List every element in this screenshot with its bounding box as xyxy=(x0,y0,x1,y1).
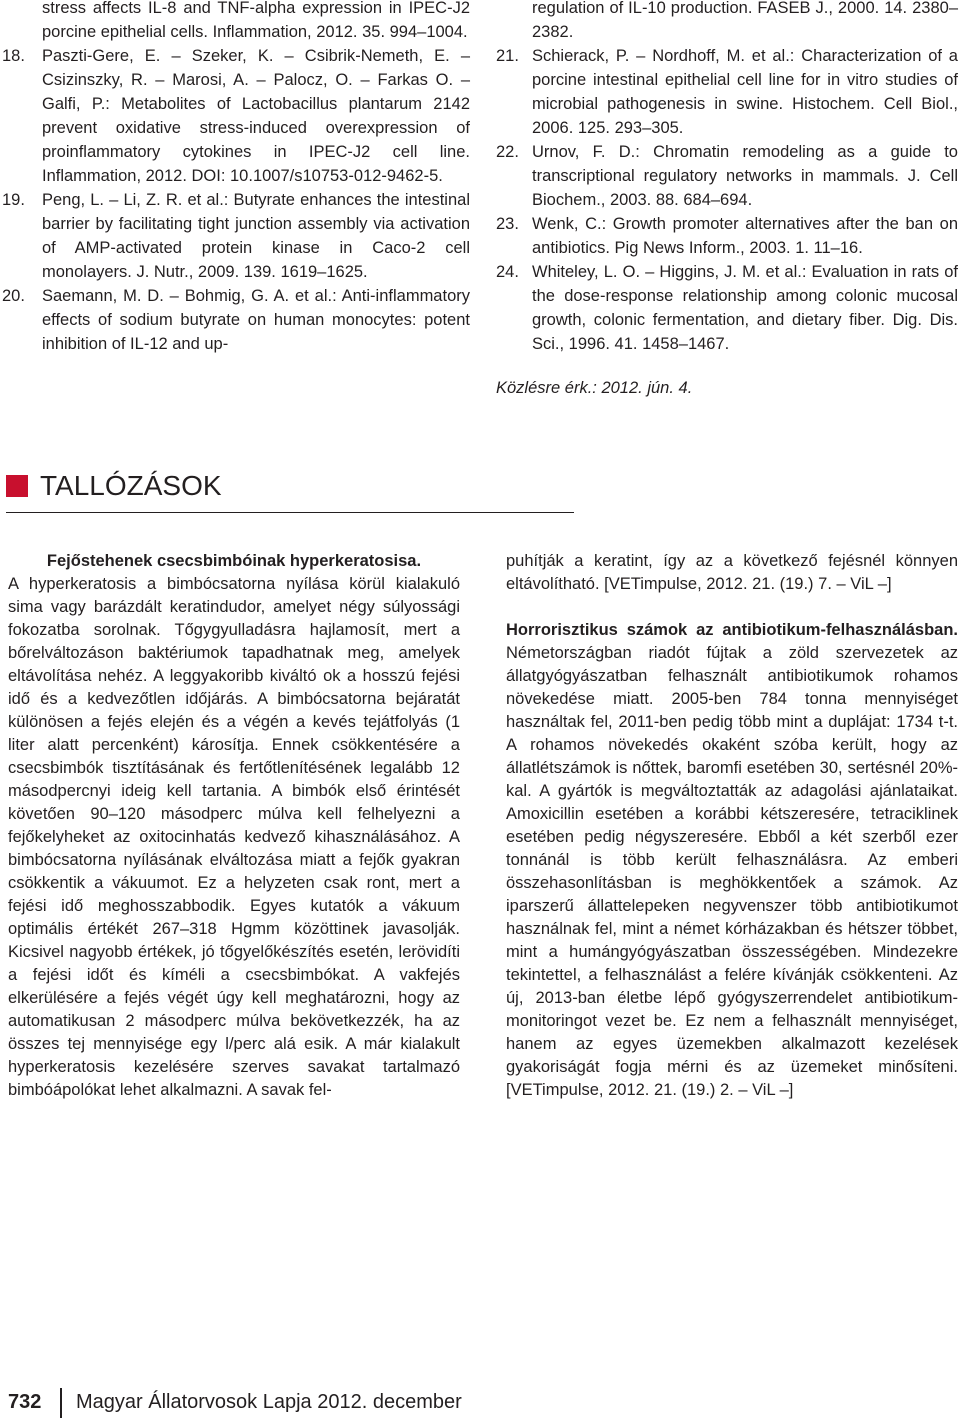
reference-21 xyxy=(496,44,958,140)
reference-text: Whiteley, L. O. – Higgins, J. M. et al.: Evaluation in rats of the dose-response relationship among colonic mucosal growth, colonic fermentation, and dietary fiber. Dig. Dis. Sci., 1996. 41. 1458–1467. xyxy=(532,263,958,353)
article-body: Németországban riadót fújtak a zöld szervezetek az állatgyógyászatban felhasznált antibiotikumok rohamos növekedése miatt. 2005-ben 784 tonna mennyiséget használtak fel, 2011-ben pedig több mint a duplájat: 1734 t-t. A rohamos növekedés okaként szóba került, hogy az állatlétszámok is nőttek, baromfi esetében 30, sertésnél 20%-kal. A gyártók is megváltoztatták az adagolási ajánlataikat. Amoxicillin esetében a korábbi kétszeresére, tetraciklinek esetében pedig négyszeresére. Ebből a két szerből ezer tonnánál is több került felhasználásra. Az emberi összehasonlításban is meghökkentőek a számok. Az iparszerű állattelepeken negyvenszer több antibiotikumot használnak fel, mint a német kórházakban és hétszer többet, mint a humángyógyászatban összességében. Mindezekre tekintettel, a felhasználást a felére kívánják csökkenteni. Az új, 2013-ban életbe lépő gyógyszerrendelet antibiotikum-monitoringot vezet be. Ez nem a felhasznált mennyiséget, hanem az egyes üzemekben alkalmazott kezelések gyakoriságát fogja mérni és az üzemeket minősíteni. [VETimpulse, 2012. 21. (19.) 2. – ViL –] xyxy=(506,644,958,1099)
reference-19 xyxy=(2,188,470,284)
section-title: TALLÓZÁSOK xyxy=(40,470,222,501)
reference-number: 21. xyxy=(496,47,519,65)
red-square-icon xyxy=(6,475,28,497)
section-header xyxy=(6,466,574,513)
article-headline: Fejőstehenek csecsbimbóinak hyperkeratosisa. xyxy=(46,552,422,570)
received-date: Közlésre érk.: 2012. jún. 4. xyxy=(496,379,693,397)
reference-number: 19. xyxy=(2,191,25,209)
page-footer xyxy=(0,1388,960,1418)
reference-number: 23. xyxy=(496,215,519,233)
article-antibiotics xyxy=(506,619,958,1102)
reference-17-continuation: stress affects IL-8 and TNF-alpha expression in IPEC-J2 porcine epithelial cells. Inflammation, 2012. 35. 994–1004. xyxy=(42,0,470,41)
article-hyperkeratosis xyxy=(8,550,460,1102)
article-headline: Horrorisztikus számok az antibiotikum-felhasználásban. xyxy=(506,621,958,639)
reference-number: 18. xyxy=(2,47,25,65)
reference-24 xyxy=(496,260,958,356)
right-body-column xyxy=(506,550,958,1102)
reference-text: Wenk, C.: Growth promoter alternatives after the ban on antibiotics. Pig News Inform., 2003. 1. 11–16. xyxy=(532,215,958,257)
journal-title: Magyar Állatorvosok Lapja 2012. december xyxy=(76,1391,462,1413)
reference-18 xyxy=(2,44,470,188)
reference-23 xyxy=(496,212,958,260)
reference-text: Urnov, F. D.: Chromatin remodeling as a guide to transcriptional regulatory networks in mammals. J. Cell Biochem., 2003. 88. 684–694. xyxy=(532,143,958,209)
article-body: A hyperkeratosis a bimbócsatorna nyílása körül kialakuló sima vagy barázdált keratindudor, amelyet négy súlyossági fokozatba sorolnak. Tőgygyulladásra hajlamosít, mert a bőrelváltozáson baktériumok tapadhatnak meg, amelyek eltávolítása nehéz. A leggyakoribb kiváltó ok a hosszú fejési idő és a kedvezőtlen időjárás. A bimbócsatorna bejáratát különösen a fejés elején és a végén a kevés tejátfolyás (1 liter alatt percenként) károsítja. Ennek csökkentésére a csecsbimbók tisztításának és fertőtlenítésének legalább 12 másodpercnyi ideig kell tartania. A bimbók első érintését követően 90–120 másodperc múlva kell felhelyezni a fejőkelyheket az oxitocinhatás kedvező kihasználásához. A bimbócsatorna nyílásának elváltozása miatt a fejők gyakran csökkentik a vákuumot. Ez a helyzeten csak ront, mert a fejési idő meghosszabbodik. Egyes kutatók a vákuum optimális értékét 267–318 Hgmm közöttinek javasolják. Kicsivel nagyobb értékek, jó tőgyelőkészítés esetén, lerövidíti a fejési időt és kíméli a csecsbimbókat. A vakfejés elkerülésére a fejés végét úgy kell meghatározni, hogy az automatikusan 2 másodperc múlva bekövetkezzék, ha az összes tej mennyisége egy l/perc alá esik. A már kialakult hyperkeratosis kezelésére szerves savakat tartalmazó bimbóápolókat lehet alkalmazni. A savak fel- xyxy=(8,575,460,1099)
article-hyperkeratosis-continuation: puhítják a keratint, így az a következő fejésnél könnyen eltávolítható. [VETimpulse, 2012. 21. (19.) 7. – ViL –] xyxy=(506,552,958,593)
references-left-column xyxy=(2,0,470,356)
footer-divider xyxy=(60,1388,62,1418)
page-number: 732 xyxy=(8,1391,42,1413)
reference-text: Saemann, M. D. – Bohmig, G. A. et al.: Anti-inflammatory effects of sodium butyrate on human monocytes: potent inhibition of IL-12 and up- xyxy=(42,287,470,353)
references-right-column xyxy=(496,0,958,400)
reference-number: 24. xyxy=(496,263,519,281)
reference-text: Schierack, P. – Nordhoff, M. et al.: Characterization of a porcine intestinal epithelial cell line for in vitro studies of microbial pathogenesis in swine. Histochem. Cell Biol., 2006. 125. 293–305. xyxy=(532,47,958,137)
reference-22 xyxy=(496,140,958,212)
reference-number: 22. xyxy=(496,143,519,161)
reference-number: 20. xyxy=(2,287,25,305)
reference-text: Peng, L. – Li, Z. R. et al.: Butyrate enhances the intestinal barrier by facilitating tight junction assembly via activation of AMP-activated protein kinase in Caco-2 cell monolayers. J. Nutr., 2009. 139. 1619–1625. xyxy=(42,191,470,281)
reference-20-continuation: regulation of IL-10 production. FASEB J., 2000. 14. 2380–2382. xyxy=(532,0,958,41)
reference-20 xyxy=(2,284,470,356)
reference-text: Paszti-Gere, E. – Szeker, K. – Csibrik-Nemeth, E. – Csizinszky, R. – Marosi, A. – Palocz, O. – Farkas O. – Galfi, P.: Metabolites of Lactobacillus plantarum 2142 prevent oxidative stress-induced overexpression of proinflammatory cytokines in IPEC-J2 cell line. Inflammation, 2012. DOI: 10.1007/s10753-012-9462-5. xyxy=(42,47,470,185)
